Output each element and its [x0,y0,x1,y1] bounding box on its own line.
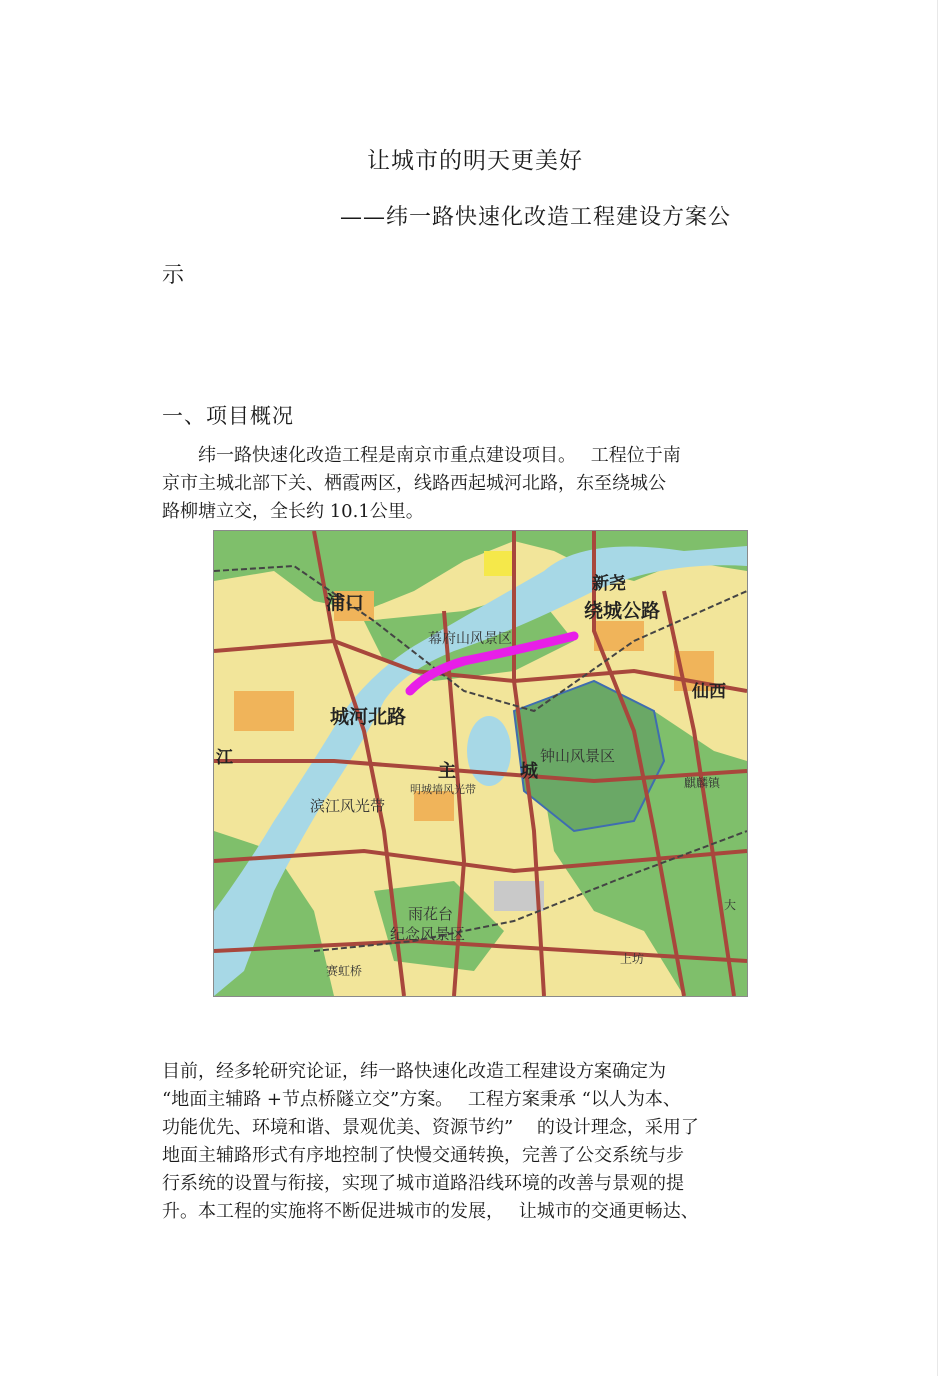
map-label-mingchengqiang: 明城墙风光带 [410,784,476,796]
map-block-yellow [484,551,514,576]
map-label-xinyao: 新尧 [592,574,626,593]
map-label-zhongshan: 钟山风景区 [540,748,616,765]
paragraph-line: 目前，经多轮研究论证，纬一路快速化改造工程建设方案确定为 [162,1061,666,1082]
map-label-yuhuatai: 雨花台 [408,906,454,923]
map-label-shangfang: 上坊 [620,952,645,966]
paragraph-overview [162,442,681,526]
map-label-raocheng: 绕城公路 [584,601,661,622]
map-label-jinian: 纪念风景区 [390,926,466,943]
map-label-qilinzhen: 麒麟镇 [684,776,721,790]
map-label-da: 大 [724,898,737,912]
map-label-bridge: 赛虹桥 [326,964,363,978]
paragraph-line: 升。本工程的实施将不断促进城市的发展， 让城市的交通更畅达、 [162,1201,699,1222]
paragraph-line: “地面主辅路 +节点桥隧立交”方案。 工程方案秉承 “以人为本、 [162,1089,681,1110]
document-subtitle-tail: 示 [162,263,185,288]
paragraph-line: 纬一路快速化改造工程是南京市重点建设项目。 工程位于南 [162,445,681,466]
map-label-chenghebei: 城河北路 [330,707,407,728]
map-label-xianxi: 仙西 [692,682,726,701]
paragraph-line: 路柳塘立交，全长约 10.1公里。 [162,501,424,522]
map-block [234,691,294,731]
paragraph-scheme [162,1058,699,1226]
paragraph-line: 功能优先、环境和谐、景观优美、资源节约” 的设计理念，采用了 [162,1117,699,1138]
paragraph-line: 地面主辅路形式有序地控制了快慢交通转换，完善了公交系统与步 [162,1145,684,1166]
map-label-zhu: 主 [438,761,456,781]
paragraph-line: 行系统的设置与衔接，实现了城市道路沿线环境的改善与景观的提 [162,1173,684,1194]
map-label-cheng: 城 [520,761,538,781]
document-subtitle: ——纬一路快速化改造工程建设方案公 [340,205,732,230]
section-heading: 一、项目概况 [162,404,294,428]
paragraph-line: 京市主城北部下关、栖霞两区，线路西起城河北路，东至绕城公 [162,473,666,494]
map-label-pukou: 浦口 [326,593,365,614]
map-label-binjiang: 滨江风光带 [310,798,386,815]
document-title: 让城市的明天更美好 [367,148,583,174]
page-edge-rule [937,0,938,1376]
map-label-mufushan: 幕府山风景区 [428,630,512,646]
map-label-jiang: 江 [216,748,233,767]
project-location-map [213,530,748,997]
